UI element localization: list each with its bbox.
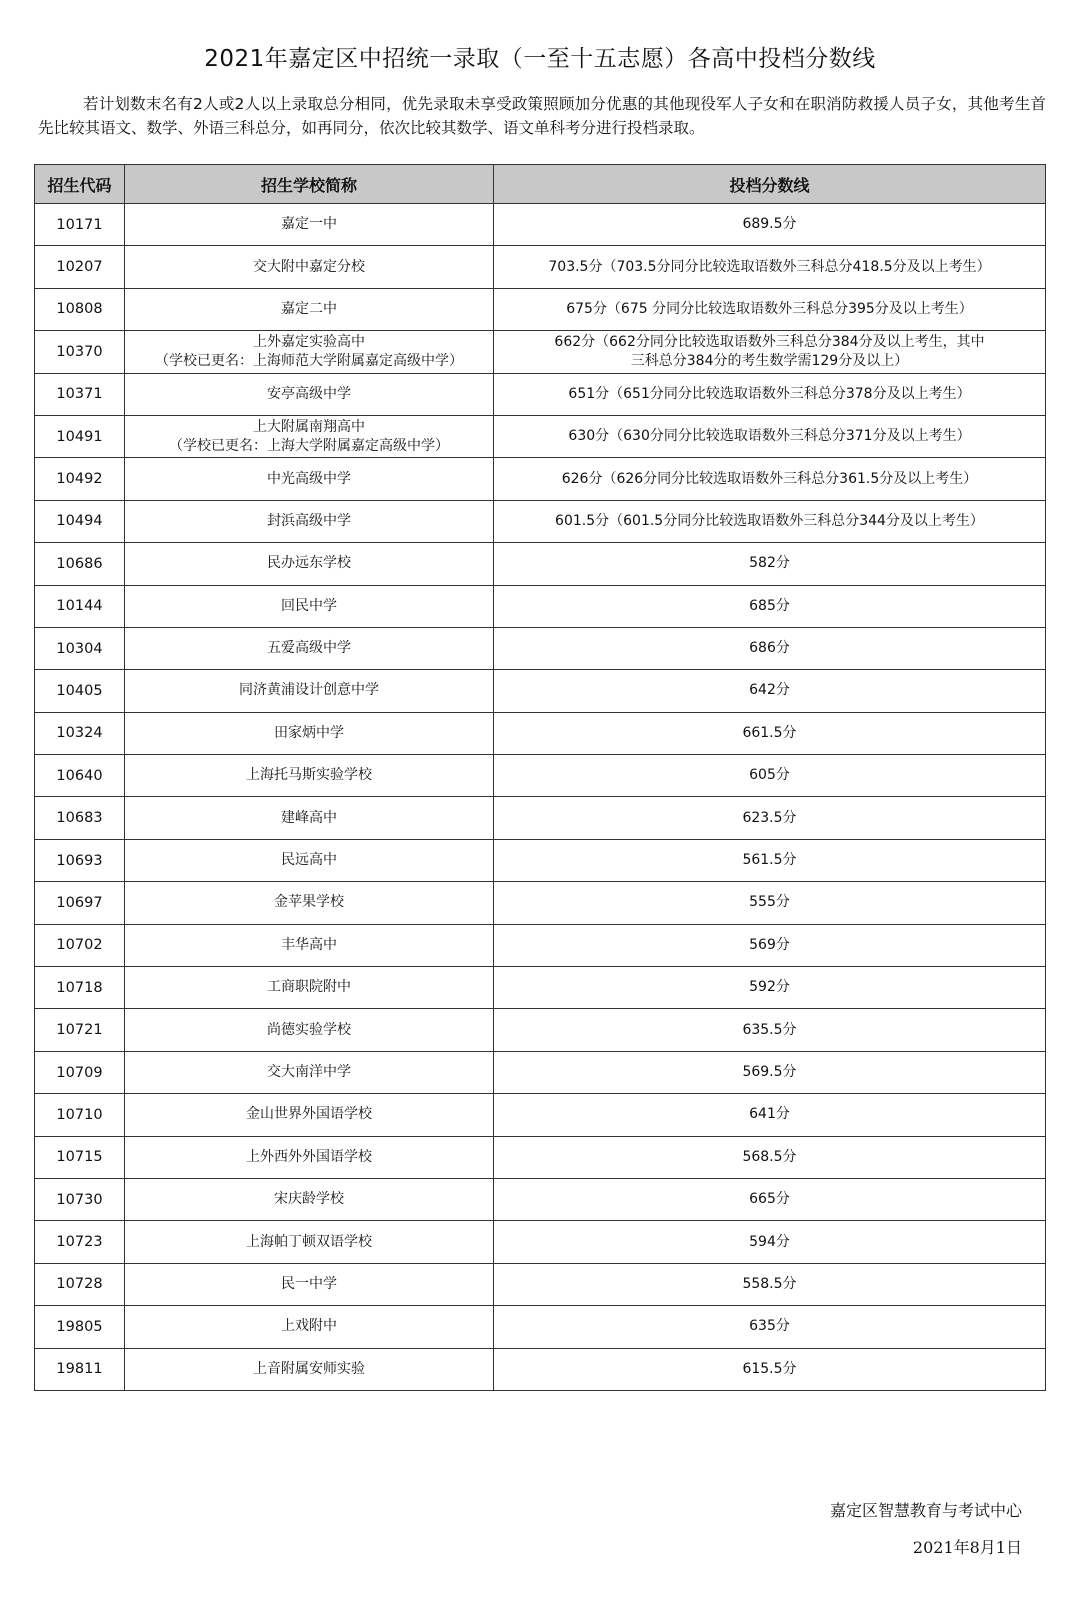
school-line: 金山世界外国语学校	[246, 1106, 372, 1123]
cell-school	[125, 712, 494, 754]
school-line: 回民中学	[281, 597, 337, 614]
table-header-row	[35, 165, 1046, 204]
table-row	[35, 1178, 1046, 1220]
school-line: 嘉定二中	[281, 300, 337, 317]
cell-score	[494, 585, 1046, 627]
cell-school	[125, 1051, 494, 1093]
table-row	[35, 712, 1046, 754]
cell-score	[494, 331, 1046, 373]
cell-school	[125, 670, 494, 712]
cell-school	[125, 246, 494, 288]
table-row	[35, 924, 1046, 966]
table-row	[35, 1348, 1046, 1390]
footer-date: 2021年8月1日	[912, 1538, 1022, 1557]
school-line: （学校已更名：上海师范大学附属嘉定高级中学）	[155, 352, 463, 369]
cell-score	[494, 543, 1046, 585]
cell-code: 19811	[35, 1348, 125, 1390]
cell-score	[494, 204, 1046, 246]
school-line: 上海托马斯实验学校	[246, 767, 372, 784]
cell-score	[494, 246, 1046, 288]
cell-score	[494, 924, 1046, 966]
table-row	[35, 670, 1046, 712]
cell-school	[125, 755, 494, 797]
score-line: 662分（662分同分比较选取语数外三科总分384分及以上考生，其中	[554, 333, 985, 350]
score-line: 675分（675 分同分比较选取语数外三科总分395分及以上考生）	[566, 300, 973, 317]
table-row	[35, 331, 1046, 373]
school-line: 宋庆龄学校	[274, 1191, 344, 1208]
cell-school	[125, 288, 494, 330]
score-line: 558.5分	[742, 1275, 797, 1292]
table-row	[35, 373, 1046, 415]
score-line: 665分	[749, 1191, 790, 1208]
cell-code: 10207	[35, 246, 125, 288]
score-line: 626分（626分同分比较选取语数外三科总分361.5分及以上考生）	[561, 470, 978, 487]
school-line: 中光高级中学	[267, 470, 351, 487]
school-line: 田家炳中学	[274, 724, 344, 741]
cell-code: 10640	[35, 755, 125, 797]
score-line: 623.5分	[742, 809, 797, 826]
cell-school	[125, 839, 494, 881]
header-school: 招生学校简称	[125, 165, 494, 204]
cell-code: 10723	[35, 1221, 125, 1263]
cell-score	[494, 500, 1046, 542]
table-row	[35, 797, 1046, 839]
score-line: 605分	[749, 767, 790, 784]
cell-code: 10693	[35, 839, 125, 881]
cell-code: 10492	[35, 458, 125, 500]
cell-score	[494, 1178, 1046, 1220]
page-title: 2021年嘉定区中招统一录取（一至十五志愿）各高中投档分数线	[204, 46, 876, 72]
school-line: 上海帕丁顿双语学校	[246, 1233, 372, 1250]
table-row	[35, 585, 1046, 627]
cell-school	[125, 1221, 494, 1263]
cell-school	[125, 1348, 494, 1390]
cell-score	[494, 882, 1046, 924]
school-line: 金苹果学校	[274, 894, 344, 911]
table-row	[35, 246, 1046, 288]
table-row	[35, 1051, 1046, 1093]
table-row	[35, 500, 1046, 542]
table-row	[35, 967, 1046, 1009]
cell-score	[494, 1136, 1046, 1178]
cell-school	[125, 924, 494, 966]
cell-score	[494, 458, 1046, 500]
score-line: 635分	[749, 1318, 790, 1335]
score-line: 630分（630分同分比较选取语数外三科总分371分及以上考生）	[568, 428, 971, 445]
school-line: 上大附属南翔高中	[253, 418, 365, 435]
table-row	[35, 627, 1046, 669]
school-line: 五爱高级中学	[267, 640, 351, 657]
school-line: 交大南洋中学	[267, 1064, 351, 1080]
score-line: 568.5分	[742, 1148, 797, 1165]
cell-code: 10697	[35, 882, 125, 924]
cell-school	[125, 331, 494, 373]
cell-school	[125, 204, 494, 246]
table-row	[35, 288, 1046, 330]
cell-school	[125, 967, 494, 1009]
cell-score	[494, 839, 1046, 881]
table-body	[35, 204, 1046, 1391]
cell-school	[125, 882, 494, 924]
table-row	[35, 755, 1046, 797]
score-line: 569分	[749, 936, 790, 953]
cell-score	[494, 1263, 1046, 1305]
cell-score	[494, 288, 1046, 330]
score-line: 555分	[749, 894, 790, 911]
school-line: （学校已更名：上海大学附属嘉定高级中学）	[169, 437, 449, 454]
cell-school	[125, 1306, 494, 1348]
school-line: 建峰高中	[281, 809, 337, 826]
score-table	[34, 164, 1046, 1391]
table-row	[35, 839, 1046, 881]
score-line: 642分	[749, 682, 790, 699]
cell-school	[125, 415, 494, 457]
cell-code: 19805	[35, 1306, 125, 1348]
score-line: 689.5分	[742, 216, 797, 233]
score-line: 561.5分	[742, 852, 797, 869]
school-line: 封浜高级中学	[267, 512, 351, 529]
school-line: 工商职院附中	[267, 979, 351, 996]
cell-school	[125, 458, 494, 500]
cell-code: 10304	[35, 627, 125, 669]
table-row	[35, 1221, 1046, 1263]
score-line: 592分	[749, 979, 790, 996]
cell-school	[125, 797, 494, 839]
table-row	[35, 204, 1046, 246]
score-line: 三科总分384分的考生数学需129分及以上）	[630, 352, 909, 369]
score-line: 594分	[749, 1233, 790, 1250]
cell-code: 10702	[35, 924, 125, 966]
score-line: 661.5分	[742, 724, 797, 741]
score-line: 615.5分	[742, 1360, 797, 1377]
cell-school	[125, 543, 494, 585]
cell-score	[494, 1221, 1046, 1263]
cell-school	[125, 1094, 494, 1136]
cell-score	[494, 1306, 1046, 1348]
cell-school	[125, 1136, 494, 1178]
school-line: 民办远东学校	[267, 555, 351, 572]
table-row	[35, 1263, 1046, 1305]
score-line: 635.5分	[742, 1021, 797, 1038]
cell-school	[125, 585, 494, 627]
cell-score	[494, 1051, 1046, 1093]
cell-code: 10715	[35, 1136, 125, 1178]
cell-code: 10171	[35, 204, 125, 246]
cell-code: 10709	[35, 1051, 125, 1093]
cell-school	[125, 1178, 494, 1220]
cell-school	[125, 373, 494, 415]
cell-code: 10324	[35, 712, 125, 754]
table-row	[35, 458, 1046, 500]
cell-code: 10808	[35, 288, 125, 330]
score-line: 569.5分	[742, 1064, 797, 1080]
cell-code: 10370	[35, 331, 125, 373]
cell-school	[125, 500, 494, 542]
cell-score	[494, 797, 1046, 839]
cell-code: 10710	[35, 1094, 125, 1136]
cell-score	[494, 712, 1046, 754]
cell-score	[494, 670, 1046, 712]
school-line: 上外嘉定实验高中	[253, 333, 365, 350]
table-row	[35, 415, 1046, 457]
cell-score	[494, 1094, 1046, 1136]
header-score: 投档分数线	[494, 165, 1046, 204]
score-line: 651分（651分同分比较选取语数外三科总分378分及以上考生）	[568, 385, 971, 402]
school-line: 民远高中	[281, 852, 337, 869]
cell-code: 10686	[35, 543, 125, 585]
cell-code: 10721	[35, 1009, 125, 1051]
cell-score	[494, 1348, 1046, 1390]
score-line: 582分	[749, 555, 790, 572]
cell-score	[494, 627, 1046, 669]
cell-score	[494, 415, 1046, 457]
cell-score	[494, 755, 1046, 797]
score-line: 641分	[749, 1106, 790, 1123]
table-row	[35, 1094, 1046, 1136]
cell-score	[494, 967, 1046, 1009]
school-line: 安亭高级中学	[267, 385, 351, 402]
cell-code: 10405	[35, 670, 125, 712]
school-line: 上戏附中	[281, 1318, 337, 1335]
score-line: 703.5分（703.5分同分比较选取语数外三科总分418.5分及以上考生）	[548, 258, 991, 275]
table-row	[35, 543, 1046, 585]
footer-organization: 嘉定区智慧教育与考试中心	[829, 1501, 1022, 1520]
intro-paragraph: 若计划数末名有2人或2人以上录取总分相同，优先录取未享受政策照顾加分优惠的其他现役军人子女和在职消防救援人员子女，其他考生首先比较其语文、数学、外语三科总分，如再同分，依次比较其数学、语文单科考分进行投档录取。	[38, 95, 1046, 137]
school-line: 同济黄浦设计创意中学	[239, 682, 379, 699]
cell-code: 10728	[35, 1263, 125, 1305]
school-line: 民一中学	[281, 1275, 337, 1292]
table-row	[35, 882, 1046, 924]
cell-code: 10144	[35, 585, 125, 627]
header-code: 招生代码	[35, 165, 125, 204]
cell-code: 10730	[35, 1178, 125, 1220]
school-line: 上音附属安师实验	[253, 1360, 365, 1377]
cell-code: 10371	[35, 373, 125, 415]
score-line: 601.5分（601.5分同分比较选取语数外三科总分344分及以上考生）	[555, 512, 984, 529]
table-row	[35, 1136, 1046, 1178]
cell-code: 10491	[35, 415, 125, 457]
school-line: 尚德实验学校	[267, 1021, 351, 1038]
table-row	[35, 1009, 1046, 1051]
cell-code: 10718	[35, 967, 125, 1009]
cell-school	[125, 627, 494, 669]
cell-code: 10494	[35, 500, 125, 542]
school-line: 嘉定一中	[281, 216, 337, 233]
cell-score	[494, 1009, 1046, 1051]
school-line: 上外西外外国语学校	[246, 1148, 372, 1165]
score-line: 685分	[749, 597, 790, 614]
cell-school	[125, 1263, 494, 1305]
score-line: 686分	[749, 640, 790, 657]
table-row	[35, 1306, 1046, 1348]
cell-score	[494, 373, 1046, 415]
cell-code: 10683	[35, 797, 125, 839]
school-line: 丰华高中	[281, 936, 337, 953]
cell-school	[125, 1009, 494, 1051]
school-line: 交大附中嘉定分校	[253, 258, 365, 275]
